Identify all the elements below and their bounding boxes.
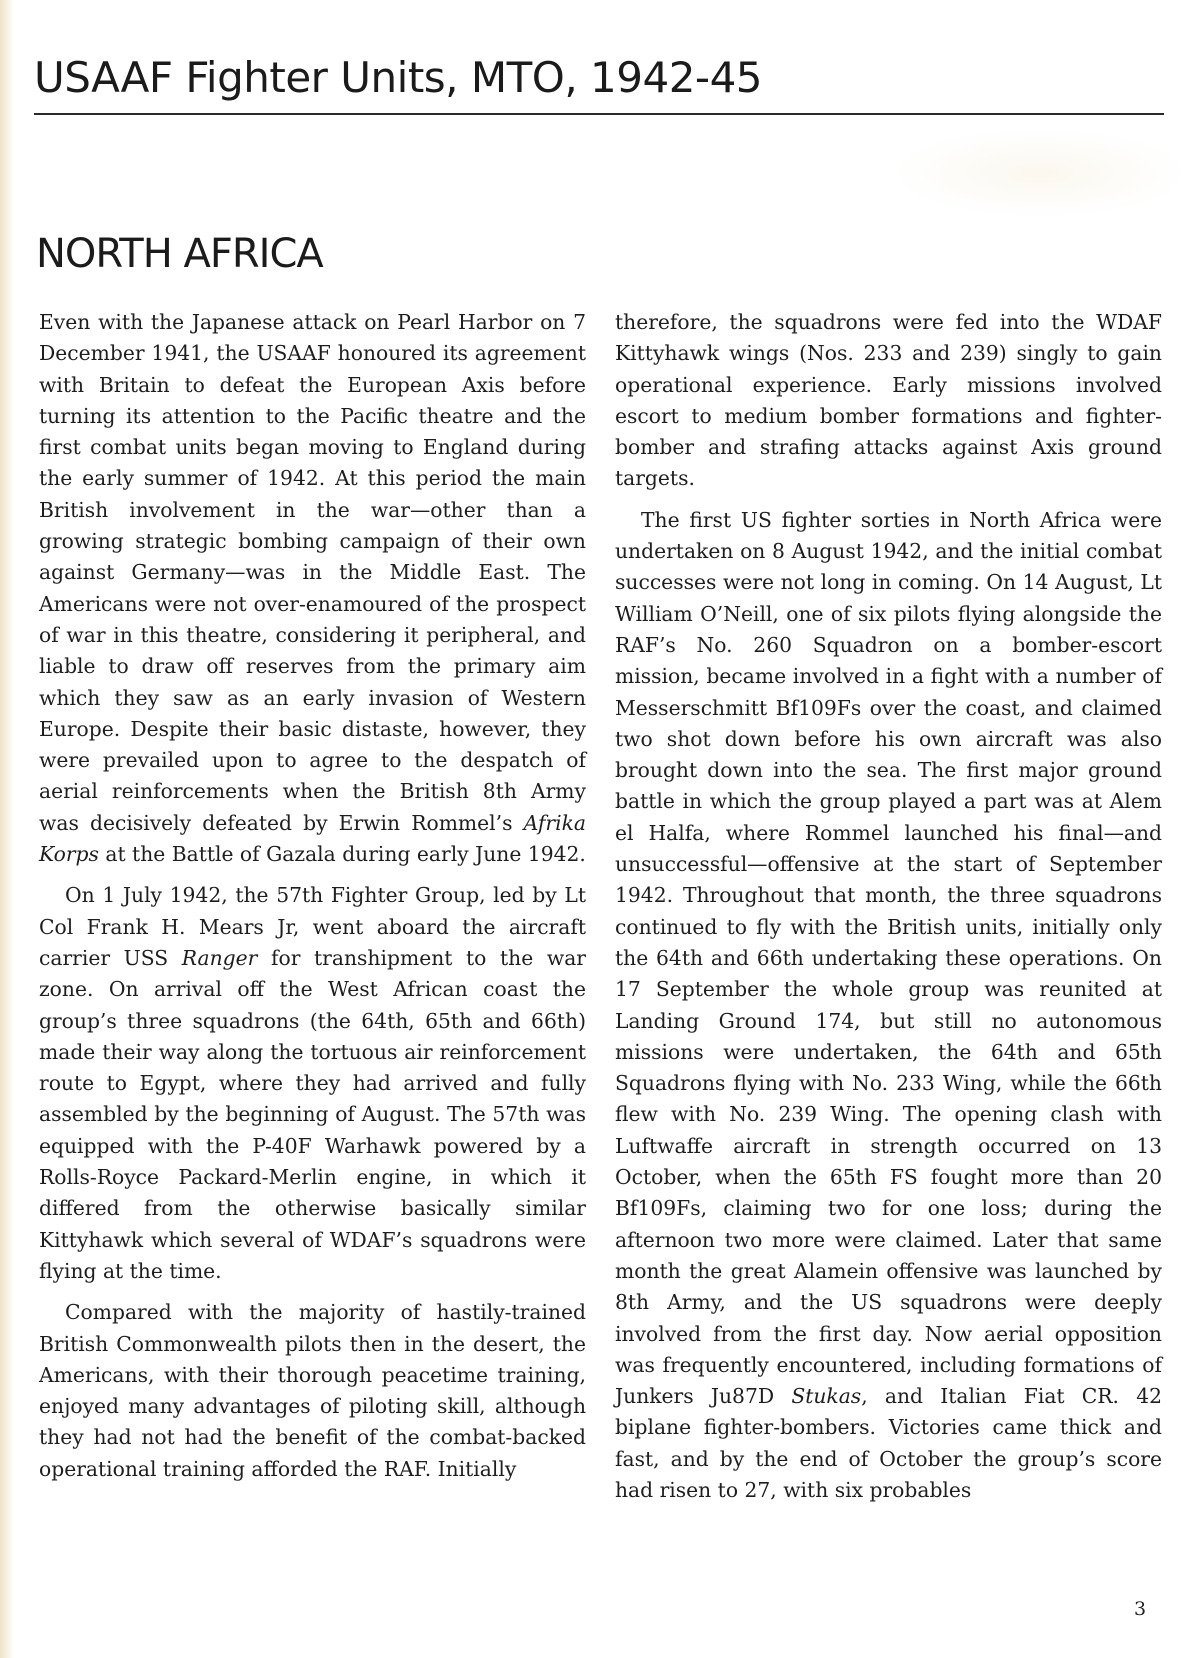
- body-paragraph: [615, 505, 1162, 1507]
- body-paragraph: [39, 307, 586, 870]
- paragraph-text: therefore, the squadrons were fed into the WDAF Kittyhawk wings (Nos. 233 and 239) singly to gain operational experience. Early missions involved escort to medium bomber formations and fighter-bomber and strafing attacks against Axis ground targets.: [615, 310, 1162, 491]
- left-text-column: [39, 307, 586, 1495]
- body-paragraph: [615, 307, 1162, 495]
- paper-stain: [890, 128, 1190, 218]
- paragraph-text: for transhipment to the war zone. On arrival off the West African coast the group’s three squadrons (the 64th, 65th and 66th) made their way along the tortuous air reinforcement route to Egypt, where they had arrived and fully assembled by the beginning of August. The 57th was equipped with the P-40F Warhawk powered by a Rolls-Royce Packard-Merlin engine, in which it differed from the otherwise basically similar Kittyhawk which several of WDAF’s squadrons were flying at the time.: [39, 945, 586, 1283]
- section-title: NORTH AFRICA: [36, 231, 323, 277]
- paragraph-text: Even with the Japanese attack on Pearl Harbor on 7 December 1941, the USAAF honoured its agreement with Britain to defeat the European Axis before turning its attention to the Pacific theatre and the first combat units began moving to England during the early summer of 1942. At this period the main British involvement in the war—other than a growing strategic bombing campaign of their own against Germany—was in the Middle East. The Americans were not over-enamoured of the prospect of war in this theatre, considering it peripheral, and liable to draw off reserves from the primary aim which they saw as an early invasion of Western Europe. Despite their basic distaste, however, they were prevailed upon to agree to the despatch of aerial reinforcements when the British 8th Army was decisively defeated by Erwin Rommel’s: [39, 310, 586, 835]
- paragraph-text: On 1 July 1942, the 57th Fighter Group, led by Lt Col Frank H. Mears Jr, went aboard the aircraft carrier USS: [39, 883, 586, 970]
- italic-term: Afrika Korps: [39, 810, 586, 867]
- body-paragraph: [39, 880, 586, 1287]
- right-text-column: [615, 307, 1162, 1516]
- paragraph-text: The first US fighter sorties in North Africa were undertaken on 8 August 1942, and the initial combat successes were not long in coming. On 14 August, Lt William O’Neill, one of six pilots flying alongside the RAF’s No. 260 Squadron on a bomber-escort mission, became involved in a fight with a number of Messerschmitt Bf109Fs over the coast, and claimed two shot down before his own aircraft was also brought down into the sea. The first major ground battle in which the group played a part was at Alem el Halfa, where Rommel launched his final—and unsuccessful—offensive at the start of September 1942. Throughout that month, the three squadrons continued to fly with the British units, initially only the 64th and 66th undertaking these operations. On 17 September the whole group was reunited at Landing Ground 174, but still no autonomous missions were undertaken, the 64th and 65th Squadrons flying with No. 233 Wing, while the 66th flew with No. 239 Wing. The opening clash with Luftwaffe aircraft in strength occurred on 13 October, when the 65th FS fought more than 20 Bf109Fs, claiming two for one loss; during the afternoon two more were claimed. Later that same month the great Alamein offensive was launched by 8th Army, and the US squadrons were deeply involved from the first day. Now aerial opposition was frequently encountered, including formations of Junkers Ju87D: [615, 507, 1162, 1409]
- body-paragraph: [39, 1297, 586, 1485]
- running-header-title: USAAF Fighter Units, MTO, 1942-45: [34, 53, 763, 102]
- paragraph-text: Compared with the majority of hastily-trained British Commonwealth pilots then in the desert, the Americans, with their thorough peacetime training, enjoyed many advantages of piloting skill, although they had not had the benefit of the combat-backed operational training afforded the RAF. Initially: [39, 1300, 586, 1481]
- page-number: 3: [1134, 1598, 1147, 1620]
- italic-term: Stukas: [791, 1384, 862, 1409]
- italic-term: Ranger: [181, 945, 258, 970]
- paragraph-text: , and Italian Fiat CR. 42 biplane fighter-bombers. Victories came thick and fast, and by the end of October the group’s score had risen to 27, with six probables: [615, 1384, 1162, 1502]
- paragraph-text: at the Battle of Gazala during early June 1942.: [98, 842, 586, 867]
- running-header: [34, 50, 1164, 115]
- page-edge-shading: [0, 0, 14, 1658]
